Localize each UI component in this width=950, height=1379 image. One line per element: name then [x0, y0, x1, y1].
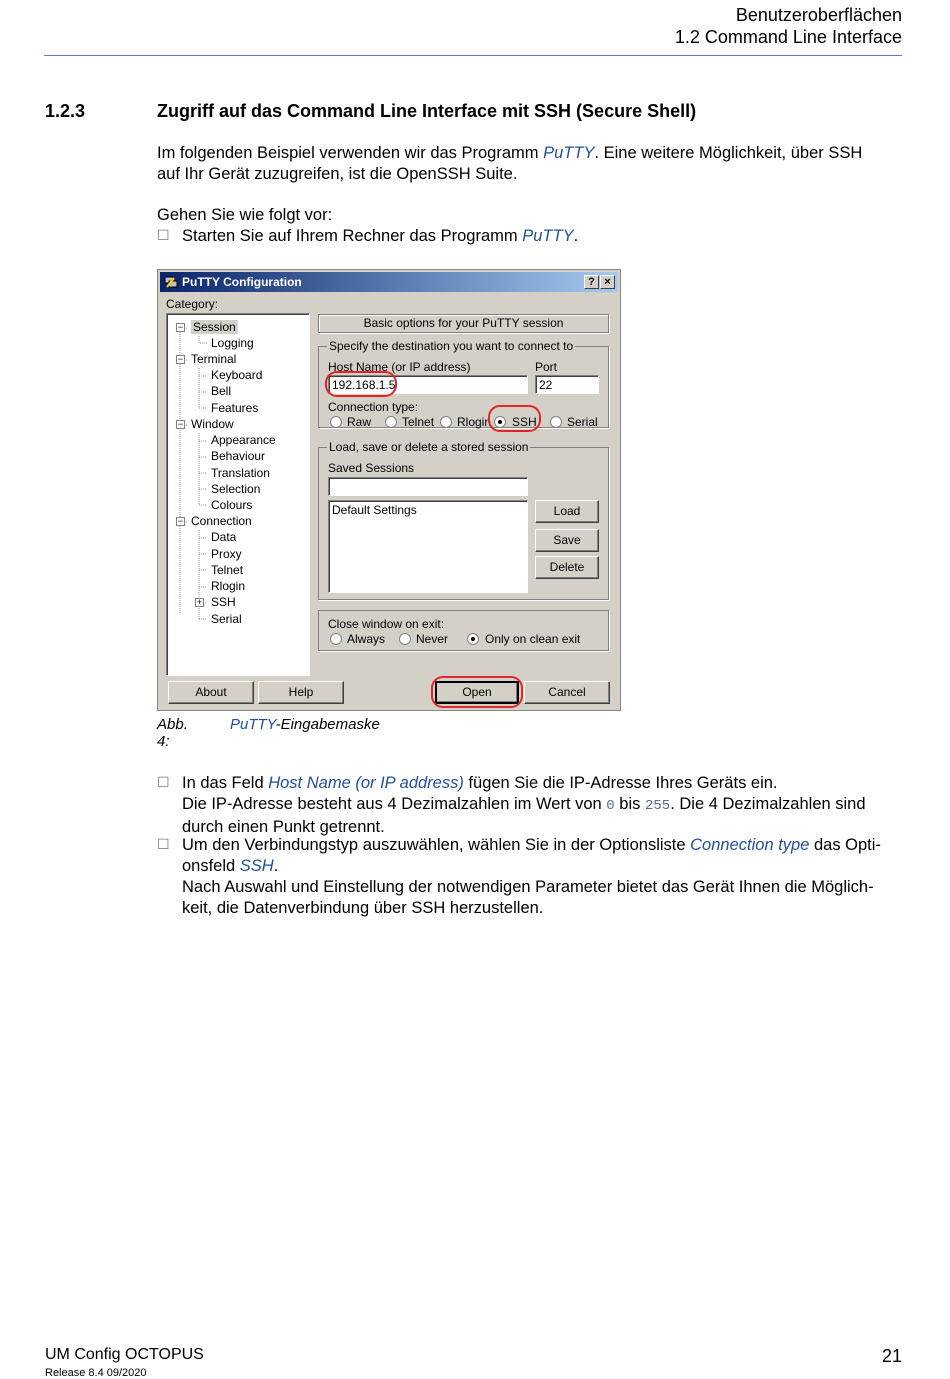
- tree-item-colours[interactable]: Colours: [211, 498, 253, 512]
- tree-item-ssh[interactable]: SSH: [211, 595, 236, 609]
- tree-item-session[interactable]: Session: [193, 320, 236, 334]
- putty-window: [157, 269, 621, 711]
- load-button[interactable]: Load: [535, 500, 599, 523]
- radio-never-label: Never: [416, 632, 449, 646]
- tree-item-features[interactable]: Features: [211, 401, 259, 415]
- running-header-section: 1.2 Command Line Interface: [674, 27, 902, 47]
- step2-line2-a: Die IP-Adresse besteht aus 4 Dezimalzahlen im Wert von: [182, 795, 607, 813]
- step-bullet: ☐: [157, 227, 170, 243]
- radio-ssh-label: SSH: [512, 415, 537, 429]
- intro-text-line2: auf Ihr Gerät zuzugreifen, ist die OpenSSH Suite.: [157, 165, 518, 183]
- caption-suffix: -Eingabemaske: [275, 716, 380, 733]
- sessions-list[interactable]: [328, 500, 528, 593]
- cancel-button[interactable]: Cancel: [524, 681, 610, 704]
- radio-rlogin-label: Rlogin: [457, 415, 492, 429]
- tree-item-serial[interactable]: Serial: [211, 612, 242, 626]
- step-enter-ip: [182, 773, 902, 838]
- tree-item-telnet[interactable]: Telnet: [211, 563, 244, 577]
- step2-text-b: fügen Sie die IP-Adresse Ihres Geräts ein.: [463, 774, 778, 792]
- save-button[interactable]: Save: [535, 529, 599, 552]
- page-number: 21: [881, 1346, 902, 1366]
- radio-always[interactable]: [330, 633, 342, 645]
- category-label: Category:: [166, 297, 219, 311]
- saved-sessions-input[interactable]: [328, 477, 528, 496]
- footer-release: Release 8.4 09/2020: [45, 1367, 147, 1379]
- tree-item-rlogin[interactable]: Rlogin: [211, 579, 246, 593]
- radio-rlogin[interactable]: [440, 416, 452, 428]
- tree-item-window[interactable]: Window: [191, 417, 234, 431]
- collapse-icon[interactable]: −: [177, 419, 184, 429]
- window-title: PuTTY Configuration: [182, 275, 302, 289]
- radio-clean-exit[interactable]: [467, 633, 479, 645]
- tree-item-logging[interactable]: Logging: [211, 336, 254, 350]
- tree-item-terminal[interactable]: Terminal: [191, 352, 237, 366]
- radio-raw[interactable]: [330, 416, 342, 428]
- expand-icon[interactable]: +: [196, 597, 203, 607]
- step2-line2-b: . Die 4 Dezimalzahlen sind: [670, 795, 866, 813]
- stored-session-group-label: Load, save or delete a stored session: [329, 440, 529, 454]
- host-name-input[interactable]: 192.168.1.5: [328, 375, 528, 394]
- tree-item-appearance[interactable]: Appearance: [211, 433, 276, 447]
- intro-paragraph: [157, 143, 902, 185]
- delete-button[interactable]: Delete: [535, 556, 599, 579]
- host-name-label: Host Name (or IP address): [328, 360, 471, 374]
- section-number: 1.2.3: [45, 101, 86, 121]
- tree-item-bell[interactable]: Bell: [211, 384, 232, 398]
- highlight-open: [431, 676, 523, 708]
- putty-titlebar: [160, 272, 618, 292]
- about-button[interactable]: About: [168, 681, 254, 704]
- close-window-group: [318, 610, 609, 651]
- tree-item-data[interactable]: Data: [211, 530, 237, 544]
- step3-text-b: das Opti-: [809, 836, 881, 854]
- tree-item-selection[interactable]: Selection: [211, 482, 261, 496]
- value-min: 0: [606, 798, 615, 814]
- program-name: PuTTY: [230, 716, 276, 733]
- step1-period: .: [573, 227, 579, 245]
- field-name: Host Name (or IP address): [268, 774, 464, 792]
- step3-line2-b: .: [273, 857, 279, 875]
- collapse-icon[interactable]: −: [177, 516, 184, 526]
- saved-sessions-label: Saved Sessions: [328, 461, 415, 475]
- tree-item-connection[interactable]: Connection: [191, 514, 252, 528]
- radio-serial-label: Serial: [567, 415, 598, 429]
- field-name: Connection type: [690, 836, 810, 854]
- tree-item-keyboard[interactable]: Keyboard: [211, 368, 263, 382]
- port-input[interactable]: 22: [535, 375, 599, 394]
- radio-telnet-label: Telnet: [402, 415, 435, 429]
- sessions-list-item[interactable]: Default Settings: [332, 503, 417, 517]
- tree-item-behaviour[interactable]: Behaviour: [211, 449, 266, 463]
- instruction-lead: Gehen Sie wie folgt vor:: [157, 206, 333, 224]
- step-start-putty: [182, 226, 902, 247]
- intro-text-a: Im folgenden Beispiel verwenden wir das Programm: [157, 144, 544, 162]
- highlight-host-name: [325, 371, 397, 397]
- option-name: SSH: [239, 857, 274, 875]
- radio-clean-exit-label: Only on clean exit: [485, 632, 581, 646]
- help-dialog-button[interactable]: Help: [258, 681, 344, 704]
- port-label: Port: [535, 360, 558, 374]
- header-rule: [44, 55, 902, 56]
- connection-type-label: Connection type:: [328, 400, 419, 414]
- figure-label: Abb. 4:: [157, 716, 188, 750]
- step2-line2-mid: bis: [614, 795, 645, 813]
- highlight-ssh: [488, 405, 541, 432]
- radio-serial[interactable]: [550, 416, 562, 428]
- step2-line3: durch einen Punkt getrennt.: [182, 818, 385, 836]
- step3-line3: Nach Auswahl und Einstellung der notwendigen Parameter bietet das Gerät Ihnen die Möglich-: [182, 878, 874, 896]
- program-name: PuTTY: [522, 227, 574, 245]
- step-bullet: ☐: [157, 836, 170, 852]
- stored-session-group: [318, 440, 609, 600]
- step3-line4: keit, die Datenverbindung über SSH herzustellen.: [182, 899, 544, 917]
- step-select-ssh: [182, 835, 902, 919]
- program-name: PuTTY: [543, 144, 595, 162]
- step3-text-a: Um den Verbindungstyp auszuwählen, wählen Sie in der Optionsliste: [182, 836, 691, 854]
- intro-text-b: . Eine weitere Möglichkeit, über SSH: [594, 144, 863, 162]
- step-bullet: ☐: [157, 774, 170, 790]
- putty-app-icon: [164, 275, 178, 289]
- radio-never[interactable]: [399, 633, 411, 645]
- collapse-icon[interactable]: −: [177, 354, 184, 364]
- step3-line2-a: onsfeld: [182, 857, 240, 875]
- category-tree[interactable]: [166, 313, 310, 676]
- basic-options-banner: Basic options for your PuTTY session: [318, 314, 609, 333]
- collapse-icon[interactable]: −: [177, 322, 184, 332]
- footer-document-title: UM Config OCTOPUS: [45, 1346, 204, 1363]
- running-header-chapter: Benutzeroberflächen: [735, 5, 902, 25]
- radio-telnet[interactable]: [385, 416, 397, 428]
- step1-text: Starten Sie auf Ihrem Rechner das Programm: [182, 227, 523, 245]
- destination-group-label: Specify the destination you want to connect to: [329, 339, 574, 353]
- step2-text-a: In das Feld: [182, 774, 269, 792]
- close-icon[interactable]: ×: [600, 275, 615, 289]
- tree-item-proxy[interactable]: Proxy: [211, 547, 242, 561]
- radio-raw-label: Raw: [347, 415, 372, 429]
- section-title: Zugriff auf das Command Line Interface mit SSH (Secure Shell): [157, 101, 697, 121]
- help-button[interactable]: ?: [584, 275, 599, 289]
- close-window-label: Close window on exit:: [328, 617, 445, 631]
- open-button[interactable]: Open: [435, 681, 519, 704]
- radio-always-label: Always: [347, 632, 386, 646]
- tree-item-translation[interactable]: Translation: [211, 466, 270, 480]
- figure-caption-text: [230, 716, 380, 733]
- value-max: 255: [644, 798, 671, 814]
